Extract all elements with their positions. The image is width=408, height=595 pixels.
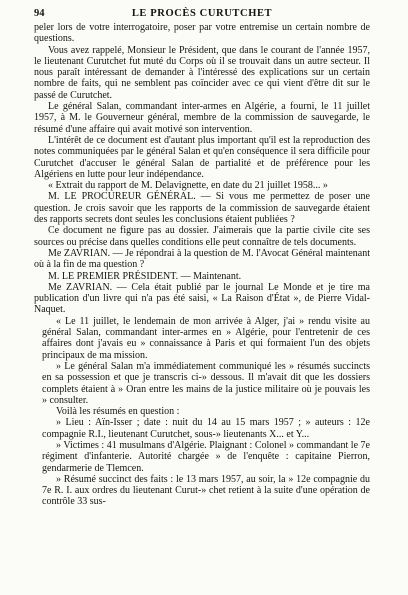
paragraph: Me ZAVRIAN. — Je répondrai à la question de M. l'Avocat Général maintenant où à la fin de ma question ? xyxy=(34,247,370,271)
paragraph: « Le 11 juillet, le lendemain de mon arrivée à Alger, j'ai » rendu visite au général Salan, commandant inter-armes en » Algérie, pour l'entretenir de ces affaires dont j'avais eu » connaissance à Paris et qui formaient l'un des objets principaux de ma mission. xyxy=(42,315,370,361)
page-header xyxy=(34,6,370,22)
paragraph: Ce document ne figure pas au dossier. J'aimerais que la partie civile cite ses sources ou précise dans quelles conditions elle peut connaître de tels documents. xyxy=(34,225,370,248)
running-title: LE PROCÈS CURUTCHET xyxy=(131,8,273,19)
paragraph: M. LE PROCUREUR GÉNÉRAL. — Si vous me permettez de poser une question. Je crois savoir que les rapports de la commission de sauvegarde étaient des rapports secrets dont seules les conclusions étaient publiées ? xyxy=(34,191,370,226)
paragraph: L'intérêt de ce document est d'autant plus important qu'il est la reproduction des notes communiquées par le général Salan et qu'en conséquence il sera difficile pour Curutchet d'accuser le général Salan de partialité et de préférence pour les Algériens en lutte pour leur indépendance. xyxy=(34,134,370,180)
paragraph: M. LE PREMIER PRÉSIDENT. — Maintenant. xyxy=(48,270,242,282)
paragraph: Voilà les résumés en question : xyxy=(56,406,180,418)
paragraph: Me ZAVRIAN. — Cela était publié par le journal Le Monde et je tire ma publication d'un livre qui n'a pas été saisi, « La Raison d'État », de Pierre Vidal-Naquet. xyxy=(34,281,370,316)
paragraph: « Extrait du rapport de M. Delavignette, en date du 21 juillet 1958... » xyxy=(48,180,328,192)
paragraph: » Le général Salan m'a immédiatement communiqué les » résumés succincts en sa possession et que je transcris ci-» dessous. Il m'avait dit que les dossiers complets étaient à » Oran entre les mains de la justice militaire où je pouvais les » consulter. xyxy=(42,360,370,406)
paragraph: peler lors de votre interrogatoire, poser par votre entremise un certain nombre de questions. xyxy=(34,22,370,45)
paragraph: » Lieu : Aïn-Isser ; date : nuit du 14 au 15 mars 1957 ; » auteurs : 12e compagnie R.I., lieutenant Curutchet, sous-» lieutenants X... et Y... xyxy=(42,417,370,440)
paragraph: » Victimes : 41 musulmans d'Algérie. Plaignant : Colonel » commandant le 7e régiment d'infanterie. Autorité chargée » de l'enquête : capitaine Pierron, gendarmerie de Tlemcen. xyxy=(42,439,370,474)
paragraph: Le général Salan, commandant inter-armes en Algérie, a fourni, le 11 juillet 1957, à M. le Gouverneur général, membre de la commission de sauvegarde, le résumé d'une affaire qui avait motivé son intervention. xyxy=(34,101,370,135)
paragraph: » Résumé succinct des faits : le 13 mars 1957, au soir, la » 12e compagnie du 7e R. I. aux ordres du lieutenant Curut-» chet retient à la suite d'une opération de contrôle 33 sus- xyxy=(42,473,370,508)
paragraph: Vous avez rappelé, Monsieur le Président, que dans le courant de l'année 1957, le lieutenant Curutchet fut muté du Corps où il se trouvait dans un autre secteur. Il nous paraît intéressant de demander à l'intéressé des explications sur un certain nombre de faits, qui ne semblent pas coïncider avec ce qui vient d'être dit sur le passé de Curutchet. xyxy=(34,44,370,101)
body-text xyxy=(34,22,370,508)
page-number: 94 xyxy=(34,8,45,19)
